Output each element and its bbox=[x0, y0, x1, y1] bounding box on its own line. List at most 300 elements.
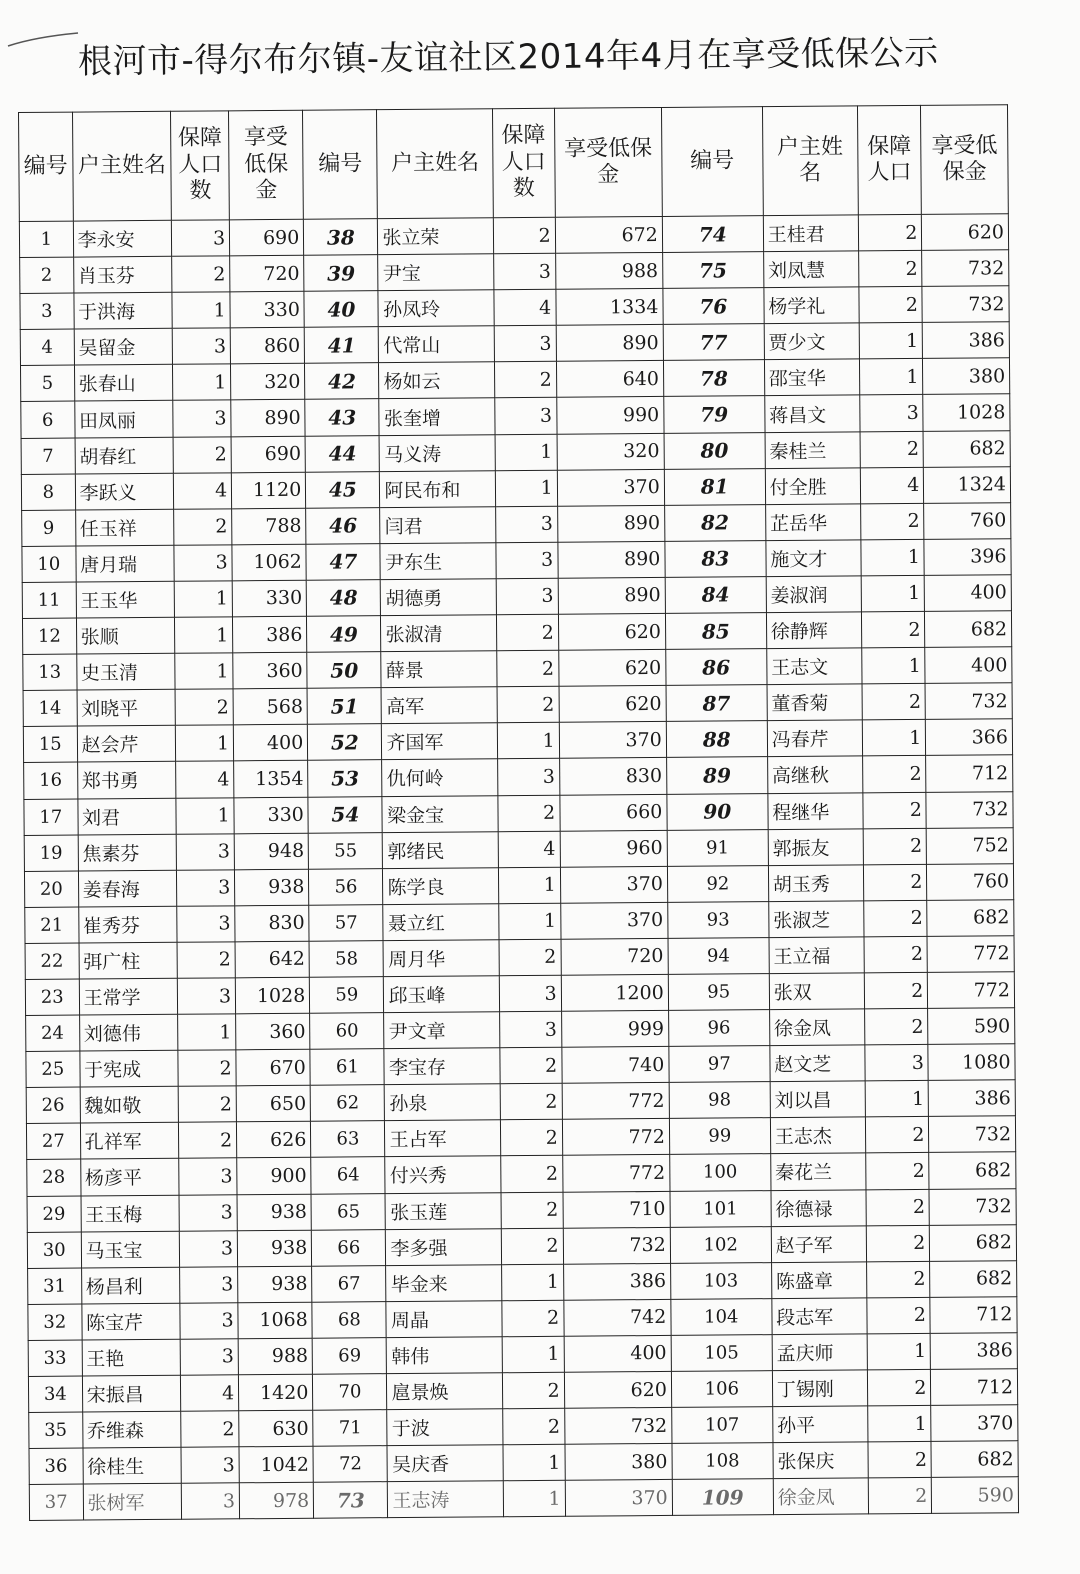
cell-name-2: 孙泉 bbox=[385, 1084, 501, 1121]
cell-id-3: 94 bbox=[668, 938, 769, 975]
cell-id: 4 bbox=[20, 329, 74, 366]
cell-amount: 1042 bbox=[239, 1446, 313, 1483]
cell-amount-3: 590 bbox=[928, 1008, 1015, 1045]
cell-id-3: 79 bbox=[664, 396, 765, 433]
cell-id-2: 57 bbox=[309, 904, 383, 941]
cell-amount-2: 400 bbox=[564, 1335, 671, 1372]
cell-count-2: 1 bbox=[503, 1481, 565, 1518]
cell-id: 1 bbox=[19, 221, 73, 258]
cell-name: 弭广柱 bbox=[79, 942, 178, 979]
cell-amount-2: 386 bbox=[563, 1263, 670, 1300]
cell-count-3: 1 bbox=[861, 648, 925, 685]
cell-amount-3: 732 bbox=[922, 286, 1009, 323]
header-count-3: 保障人口 bbox=[857, 105, 922, 214]
cell-name: 于宪成 bbox=[79, 1050, 178, 1087]
cell-name: 王玉梅 bbox=[81, 1195, 180, 1232]
cell-count: 3 bbox=[173, 400, 231, 437]
cell-name-3: 张双 bbox=[769, 973, 864, 1010]
cell-name-3: 刘以昌 bbox=[770, 1081, 865, 1118]
cell-amount-3: 772 bbox=[928, 972, 1015, 1009]
cell-count-3: 2 bbox=[861, 611, 925, 648]
cell-amount: 360 bbox=[236, 1013, 310, 1050]
cell-count-2: 2 bbox=[500, 1047, 562, 1084]
cell-count-2: 2 bbox=[501, 1156, 563, 1193]
cell-amount-2: 890 bbox=[557, 505, 664, 542]
cell-id-2: 42 bbox=[305, 363, 379, 400]
cell-amount-2: 732 bbox=[563, 1227, 670, 1264]
cell-name-2: 邱玉峰 bbox=[384, 976, 500, 1013]
header-amount: 享受低保金 bbox=[229, 110, 304, 220]
cell-id-3: 86 bbox=[666, 649, 767, 686]
cell-id: 29 bbox=[27, 1196, 81, 1233]
cell-name-2: 代常山 bbox=[379, 326, 495, 363]
cell-amount-2: 740 bbox=[562, 1047, 669, 1084]
header-amount-2: 享受低保金 bbox=[554, 107, 662, 217]
cell-name-3: 郭振友 bbox=[768, 828, 863, 865]
cell-id: 31 bbox=[28, 1268, 82, 1305]
cell-name-3: 徐德禄 bbox=[771, 1189, 866, 1226]
cell-id-2: 49 bbox=[307, 616, 381, 653]
cell-name: 田凤丽 bbox=[74, 401, 173, 438]
cell-count: 2 bbox=[181, 1411, 239, 1448]
cell-name-2: 阿民布和 bbox=[380, 470, 496, 507]
cell-name: 任玉祥 bbox=[75, 509, 174, 546]
cell-id-3: 77 bbox=[663, 324, 764, 361]
cell-count-2: 1 bbox=[502, 1336, 564, 1373]
cell-id: 27 bbox=[26, 1123, 80, 1160]
cell-amount-3: 682 bbox=[929, 1152, 1016, 1189]
cell-amount-3: 682 bbox=[925, 611, 1012, 648]
cell-name-2: 张玉莲 bbox=[385, 1192, 501, 1229]
cell-id-3: 81 bbox=[664, 468, 765, 505]
cell-amount: 938 bbox=[238, 1266, 312, 1303]
cell-id-3: 82 bbox=[664, 504, 765, 541]
cell-amount-2: 370 bbox=[560, 902, 667, 939]
cell-name: 刘德伟 bbox=[79, 1014, 178, 1051]
cell-count-3: 1 bbox=[862, 720, 926, 757]
cell-amount: 642 bbox=[235, 941, 309, 978]
cell-amount-2: 370 bbox=[557, 469, 664, 506]
cell-id-3: 84 bbox=[665, 577, 766, 614]
cell-count: 3 bbox=[174, 545, 232, 582]
cell-name: 张春山 bbox=[74, 365, 173, 402]
cell-amount-3: 732 bbox=[922, 250, 1009, 287]
cell-id-2: 67 bbox=[312, 1265, 386, 1302]
cell-count-2: 1 bbox=[495, 470, 557, 507]
cell-name-2: 尹东生 bbox=[380, 543, 496, 580]
cell-name-2: 周晶 bbox=[386, 1301, 502, 1338]
cell-id-2: 48 bbox=[306, 580, 380, 617]
cell-amount: 568 bbox=[233, 688, 307, 725]
cell-id-2: 52 bbox=[308, 724, 382, 761]
cell-count-3: 2 bbox=[858, 250, 922, 287]
cell-id-3: 105 bbox=[671, 1335, 772, 1372]
cell-name-2: 孙凤玲 bbox=[378, 290, 494, 327]
cell-id-2: 58 bbox=[309, 941, 383, 978]
cell-name-3: 王志文 bbox=[767, 648, 862, 685]
cell-count: 3 bbox=[180, 1230, 238, 1267]
cell-name-2: 尹文章 bbox=[384, 1012, 500, 1049]
cell-amount-3: 682 bbox=[927, 899, 1014, 936]
cell-id-2: 38 bbox=[304, 219, 378, 256]
cell-id-3: 92 bbox=[667, 865, 768, 902]
cell-name-2: 王志涛 bbox=[388, 1481, 504, 1518]
subsidy-table bbox=[18, 104, 1019, 1521]
cell-amount: 978 bbox=[239, 1483, 313, 1520]
cell-id: 19 bbox=[24, 835, 78, 872]
cell-count-2: 4 bbox=[494, 289, 556, 326]
cell-name: 刘晓平 bbox=[77, 689, 176, 726]
cell-count-3: 1 bbox=[867, 1333, 931, 1370]
cell-id-2: 44 bbox=[305, 435, 379, 472]
cell-count: 2 bbox=[174, 436, 232, 473]
cell-id-3: 76 bbox=[663, 288, 764, 325]
header-name-2: 户主姓名 bbox=[377, 109, 493, 219]
cell-id-3: 75 bbox=[662, 252, 763, 289]
cell-name-3: 赵子军 bbox=[771, 1226, 866, 1263]
cell-count-3: 2 bbox=[867, 1369, 931, 1406]
cell-name: 王常学 bbox=[79, 978, 178, 1015]
cell-count-2: 1 bbox=[498, 867, 560, 904]
cell-id-3: 90 bbox=[667, 793, 768, 830]
cell-count-3: 2 bbox=[866, 1261, 930, 1298]
cell-amount-3: 682 bbox=[931, 1441, 1018, 1478]
cell-amount-3: 732 bbox=[929, 1188, 1016, 1225]
cell-name: 于洪海 bbox=[73, 292, 172, 329]
cell-count-2: 3 bbox=[499, 1011, 561, 1048]
cell-amount: 1068 bbox=[238, 1302, 312, 1339]
cell-count-3: 2 bbox=[858, 214, 922, 251]
cell-id: 37 bbox=[29, 1484, 83, 1521]
cell-name-2: 张奎增 bbox=[379, 398, 495, 435]
cell-name-2: 吴庆香 bbox=[387, 1445, 503, 1482]
cell-count: 1 bbox=[176, 725, 234, 762]
cell-amount-2: 380 bbox=[565, 1444, 672, 1481]
cell-name-2: 韩伟 bbox=[387, 1337, 503, 1374]
cell-count-3: 2 bbox=[864, 1008, 928, 1045]
cell-amount-3: 1028 bbox=[923, 394, 1010, 431]
cell-name: 吴留金 bbox=[74, 329, 173, 366]
cell-id: 12 bbox=[22, 618, 76, 655]
cell-amount-2: 890 bbox=[556, 325, 663, 362]
cell-id-2: 56 bbox=[309, 868, 383, 905]
cell-amount: 720 bbox=[230, 255, 304, 292]
cell-amount-2: 620 bbox=[559, 686, 666, 723]
cell-id-2: 61 bbox=[310, 1049, 384, 1086]
cell-count-3: 2 bbox=[864, 972, 928, 1009]
cell-name-3: 张保庆 bbox=[773, 1442, 868, 1479]
cell-name-2: 马义涛 bbox=[380, 434, 496, 471]
cell-count-2: 2 bbox=[493, 217, 555, 254]
cell-id: 10 bbox=[22, 546, 76, 583]
cell-amount: 690 bbox=[229, 219, 303, 256]
cell-count-2: 2 bbox=[502, 1300, 564, 1337]
cell-name-3: 杨学礼 bbox=[764, 287, 859, 324]
cell-name-2: 付兴秀 bbox=[385, 1156, 501, 1193]
cell-amount-3: 620 bbox=[922, 214, 1009, 251]
cell-name-3: 徐金凤 bbox=[773, 1478, 868, 1515]
page-title: 根河市-得尔布尔镇-友谊社区2014年4月在享受低保公示 bbox=[77, 32, 939, 82]
cell-amount-2: 1334 bbox=[556, 289, 663, 326]
cell-amount-2: 620 bbox=[564, 1371, 671, 1408]
cell-name: 张树军 bbox=[83, 1484, 182, 1521]
cell-amount-2: 370 bbox=[565, 1480, 672, 1517]
cell-amount-3: 732 bbox=[929, 1116, 1016, 1153]
cell-amount-2: 988 bbox=[555, 253, 662, 290]
cell-amount-3: 682 bbox=[930, 1224, 1017, 1261]
cell-id-3: 91 bbox=[667, 829, 768, 866]
cell-id-2: 62 bbox=[310, 1085, 384, 1122]
cell-count-2: 1 bbox=[495, 434, 557, 471]
cell-name: 赵会芹 bbox=[77, 726, 176, 763]
cell-count: 2 bbox=[172, 256, 230, 293]
cell-id: 32 bbox=[28, 1304, 82, 1341]
table-header-row bbox=[19, 105, 1009, 222]
cell-id-2: 55 bbox=[308, 832, 382, 869]
cell-amount: 860 bbox=[230, 328, 304, 365]
cell-amount-3: 370 bbox=[931, 1405, 1018, 1442]
cell-count-3: 2 bbox=[868, 1478, 932, 1515]
cell-name-3: 秦桂兰 bbox=[765, 431, 860, 468]
cell-count-2: 2 bbox=[500, 1084, 562, 1121]
cell-count: 3 bbox=[177, 833, 235, 870]
cell-id-2: 53 bbox=[308, 760, 382, 797]
cell-count-3: 2 bbox=[866, 1189, 930, 1226]
cell-count: 3 bbox=[180, 1303, 238, 1340]
cell-count: 1 bbox=[173, 364, 231, 401]
cell-id-3: 103 bbox=[670, 1262, 771, 1299]
cell-count-3: 1 bbox=[861, 575, 925, 612]
cell-amount-3: 400 bbox=[925, 647, 1012, 684]
cell-id-2: 68 bbox=[312, 1301, 386, 1338]
cell-name-2: 扈景焕 bbox=[387, 1373, 503, 1410]
cell-amount-2: 720 bbox=[561, 938, 668, 975]
cell-id-2: 69 bbox=[312, 1338, 386, 1375]
cell-id-3: 106 bbox=[671, 1371, 772, 1408]
cell-id: 34 bbox=[28, 1376, 82, 1413]
cell-id-2: 66 bbox=[312, 1229, 386, 1266]
cell-amount-3: 712 bbox=[926, 755, 1013, 792]
cell-id-3: 99 bbox=[669, 1118, 770, 1155]
cell-id: 2 bbox=[20, 257, 74, 294]
cell-name-2: 尹宝 bbox=[378, 254, 494, 291]
cell-name: 张顺 bbox=[76, 617, 175, 654]
cell-id-2: 46 bbox=[306, 507, 380, 544]
cell-name-3: 秦花兰 bbox=[770, 1153, 865, 1190]
cell-id: 24 bbox=[26, 1015, 80, 1052]
cell-name-3: 付全胜 bbox=[765, 468, 860, 505]
cell-id-2: 54 bbox=[308, 796, 382, 833]
cell-name: 徐桂生 bbox=[83, 1447, 182, 1484]
cell-count-2: 3 bbox=[499, 975, 561, 1012]
cell-id-2: 71 bbox=[313, 1410, 387, 1447]
cell-name: 李跃义 bbox=[75, 473, 174, 510]
cell-name-2: 闫君 bbox=[380, 507, 496, 544]
cell-name-2: 李多强 bbox=[386, 1228, 502, 1265]
cell-count-2: 1 bbox=[503, 1444, 565, 1481]
cell-name-3: 王志杰 bbox=[770, 1117, 865, 1154]
cell-count-2: 2 bbox=[502, 1372, 564, 1409]
cell-id-2: 60 bbox=[310, 1013, 384, 1050]
cell-count: 4 bbox=[181, 1375, 239, 1412]
cell-name-3: 冯春芹 bbox=[767, 720, 862, 757]
cell-id-2: 59 bbox=[310, 977, 384, 1014]
cell-count-3: 2 bbox=[866, 1297, 930, 1334]
cell-name: 陈宝芹 bbox=[81, 1303, 180, 1340]
cell-name-3: 孙平 bbox=[772, 1406, 867, 1443]
cell-amount: 400 bbox=[233, 725, 307, 762]
cell-name-2: 周月华 bbox=[384, 940, 500, 977]
cell-amount-3: 386 bbox=[929, 1080, 1016, 1117]
cell-count: 3 bbox=[180, 1267, 238, 1304]
cell-amount-3: 1324 bbox=[924, 466, 1011, 503]
cell-count: 2 bbox=[178, 1050, 236, 1087]
header-id-2: 编号 bbox=[303, 110, 378, 220]
cell-name-2: 陈学良 bbox=[383, 867, 499, 904]
cell-id-3: 93 bbox=[668, 901, 769, 938]
cell-name: 郑书勇 bbox=[77, 762, 176, 799]
cell-name-3: 徐金凤 bbox=[769, 1009, 864, 1046]
cell-count-3: 2 bbox=[862, 792, 926, 829]
cell-count-3: 2 bbox=[860, 503, 924, 540]
cell-count: 1 bbox=[178, 1014, 236, 1051]
cell-name-3: 蒋昌文 bbox=[765, 395, 860, 432]
cell-id-3: 97 bbox=[669, 1046, 770, 1083]
cell-count-3: 2 bbox=[863, 864, 927, 901]
cell-id: 30 bbox=[27, 1232, 81, 1269]
header-name: 户主姓名 bbox=[72, 111, 172, 221]
cell-amount-2: 742 bbox=[564, 1299, 671, 1336]
cell-name: 肖玉芬 bbox=[73, 256, 172, 293]
cell-amount-2: 370 bbox=[560, 866, 667, 903]
cell-count-2: 2 bbox=[501, 1228, 563, 1265]
cell-amount-2: 890 bbox=[558, 541, 665, 578]
cell-amount-2: 772 bbox=[562, 1155, 669, 1192]
cell-id: 6 bbox=[21, 402, 75, 439]
cell-count-3: 2 bbox=[868, 1442, 932, 1479]
cell-count-2: 1 bbox=[501, 1264, 563, 1301]
cell-id: 14 bbox=[23, 690, 77, 727]
cell-name: 李永安 bbox=[73, 220, 172, 257]
cell-name-2: 杨如云 bbox=[379, 362, 495, 399]
cell-id-3: 101 bbox=[670, 1190, 771, 1227]
cell-count: 2 bbox=[174, 509, 232, 546]
cell-name-3: 陈盛章 bbox=[771, 1262, 866, 1299]
cell-amount: 320 bbox=[231, 364, 305, 401]
cell-id: 23 bbox=[25, 979, 79, 1016]
cell-id-3: 107 bbox=[672, 1407, 773, 1444]
cell-count-2: 3 bbox=[496, 542, 558, 579]
cell-count-3: 2 bbox=[860, 431, 924, 468]
cell-name: 史玉清 bbox=[76, 653, 175, 690]
cell-id-3: 85 bbox=[665, 613, 766, 650]
cell-id-2: 51 bbox=[307, 688, 381, 725]
cell-count-3: 2 bbox=[865, 1153, 929, 1190]
cell-amount-2: 640 bbox=[556, 361, 663, 398]
cell-name-3: 施文才 bbox=[766, 540, 861, 577]
cell-count-3: 1 bbox=[859, 323, 923, 360]
cell-count-3: 2 bbox=[865, 1117, 929, 1154]
cell-name-2: 梁金宝 bbox=[382, 795, 498, 832]
cell-id-2: 39 bbox=[304, 255, 378, 292]
cell-name-2: 张淑清 bbox=[381, 615, 497, 652]
cell-count-3: 2 bbox=[862, 756, 926, 793]
cell-count-2: 3 bbox=[496, 578, 558, 615]
cell-name: 乔维森 bbox=[82, 1411, 181, 1448]
cell-amount-2: 620 bbox=[558, 650, 665, 687]
cell-count: 4 bbox=[174, 472, 232, 509]
cell-count-2: 3 bbox=[495, 398, 557, 435]
cell-count: 3 bbox=[177, 906, 235, 943]
cell-amount-3: 752 bbox=[927, 827, 1014, 864]
cell-amount-2: 370 bbox=[559, 722, 666, 759]
cell-name-2: 毕金来 bbox=[386, 1264, 502, 1301]
cell-id: 13 bbox=[23, 654, 77, 691]
cell-amount-2: 672 bbox=[555, 216, 662, 253]
cell-amount-3: 712 bbox=[931, 1369, 1018, 1406]
header-amount-3: 享受低保金 bbox=[921, 105, 1008, 215]
cell-name: 焦素芬 bbox=[78, 834, 177, 871]
table-body bbox=[19, 214, 1018, 1521]
cell-count-2: 3 bbox=[495, 506, 557, 543]
cell-id: 8 bbox=[21, 474, 75, 511]
cell-amount: 670 bbox=[236, 1049, 310, 1086]
cell-amount: 1354 bbox=[234, 761, 308, 798]
cell-name-2: 聂立红 bbox=[383, 904, 499, 941]
cell-count-2: 2 bbox=[498, 795, 560, 832]
cell-count-2: 4 bbox=[498, 831, 560, 868]
cell-id-3: 83 bbox=[665, 540, 766, 577]
cell-count: 3 bbox=[181, 1339, 239, 1376]
cell-amount: 630 bbox=[239, 1410, 313, 1447]
cell-amount-3: 760 bbox=[924, 502, 1011, 539]
cell-count: 1 bbox=[176, 797, 234, 834]
cell-amount: 1420 bbox=[239, 1374, 313, 1411]
cell-amount-3: 682 bbox=[923, 430, 1010, 467]
cell-id-2: 47 bbox=[306, 544, 380, 581]
cell-name-3: 孟庆师 bbox=[772, 1334, 867, 1371]
cell-id-2: 50 bbox=[307, 652, 381, 689]
cell-count-2: 2 bbox=[499, 939, 561, 976]
cell-name-3: 董香菊 bbox=[767, 684, 862, 721]
cell-amount: 1120 bbox=[231, 472, 305, 509]
cell-name-3: 王桂君 bbox=[763, 215, 858, 252]
cell-name: 杨彦平 bbox=[80, 1159, 179, 1196]
cell-id-3: 87 bbox=[666, 685, 767, 722]
cell-amount-2: 620 bbox=[558, 613, 665, 650]
cell-amount: 360 bbox=[233, 652, 307, 689]
cell-count: 2 bbox=[179, 1122, 237, 1159]
cell-count: 3 bbox=[181, 1447, 239, 1484]
cell-count-2: 2 bbox=[500, 1120, 562, 1157]
cell-name-2: 高军 bbox=[382, 687, 498, 724]
cell-amount-2: 960 bbox=[560, 830, 667, 867]
cell-count-2: 2 bbox=[503, 1408, 565, 1445]
cell-count: 2 bbox=[179, 1086, 237, 1123]
cell-count: 3 bbox=[179, 1158, 237, 1195]
cell-count-2: 2 bbox=[494, 362, 556, 399]
cell-count: 2 bbox=[175, 689, 233, 726]
cell-amount-3: 1080 bbox=[928, 1044, 1015, 1081]
cell-count-2: 3 bbox=[493, 253, 555, 290]
cell-name: 孔祥军 bbox=[80, 1123, 179, 1160]
cell-id-3: 95 bbox=[668, 974, 769, 1011]
cell-count: 3 bbox=[173, 328, 231, 365]
cell-id: 28 bbox=[27, 1159, 81, 1196]
cell-name: 杨昌利 bbox=[81, 1267, 180, 1304]
cell-amount-3: 760 bbox=[927, 863, 1014, 900]
cell-id: 17 bbox=[24, 799, 78, 836]
